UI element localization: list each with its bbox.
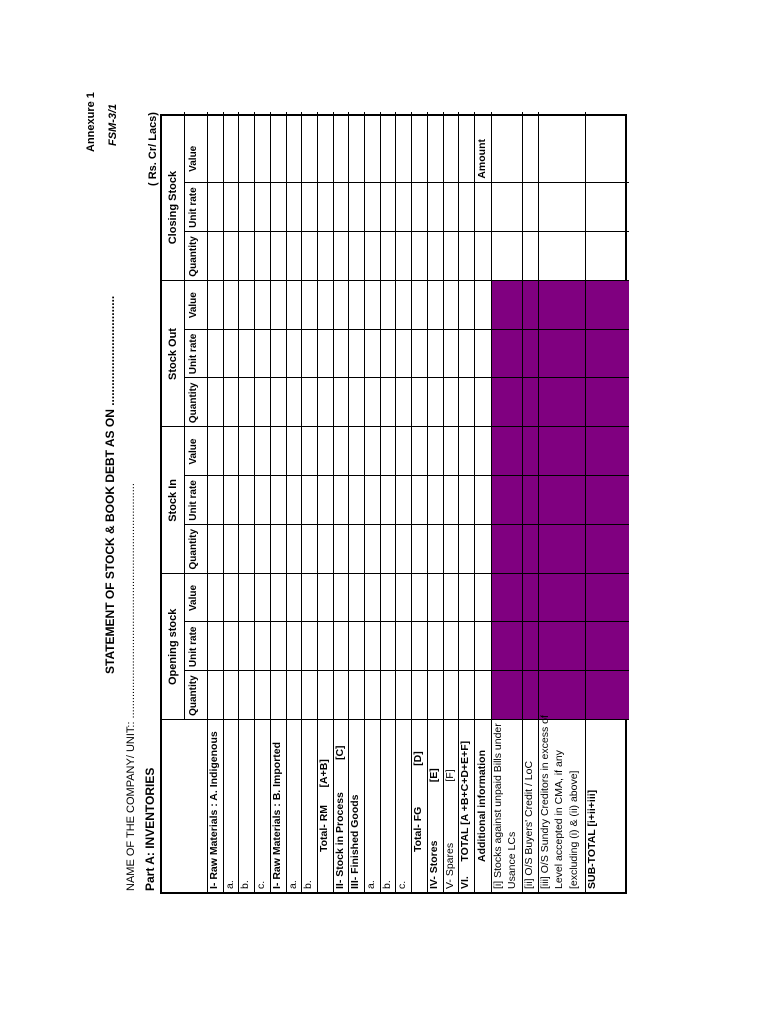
subcol-header: Value: [188, 292, 199, 319]
grid-line: [184, 475, 629, 476]
additional-row-line: [ii] O/S Buyers' Credit / LoC: [522, 760, 535, 889]
group-header-4: Closing Stock: [167, 170, 179, 245]
additional-info-header: Additional information: [475, 750, 488, 862]
row-label: Total- RM [A+B]: [317, 759, 330, 852]
grid-line: [395, 112, 396, 892]
grid-line: [162, 719, 629, 720]
grid-line: [254, 112, 255, 892]
grid-line: [184, 524, 629, 525]
grid-line: [184, 231, 629, 232]
row-label: b.: [302, 880, 315, 889]
company-name-line: NAME OF THE COMPANY/ UNIT:: .............................................................................: [125, 483, 137, 891]
grid-line: [184, 329, 629, 330]
row-label: c.: [396, 880, 409, 889]
row-label: b.: [239, 880, 252, 889]
additional-row-line: [iii] O/S Sundry Creditors in excess of: [538, 715, 551, 889]
subcol-header: Quantity: [188, 236, 199, 277]
shaded-region: [491, 281, 629, 720]
subcol-header: Quantity: [188, 528, 199, 570]
subcol-header: Unit rate: [188, 333, 199, 375]
subcol-header: Value: [188, 145, 199, 172]
grid-line: [162, 573, 629, 574]
row-label: V- Spares [F]: [443, 769, 456, 889]
grid-line: [348, 112, 349, 892]
grid-line: [364, 112, 365, 892]
subcol-header: Quantity: [188, 382, 199, 424]
amount-header: Amount: [475, 138, 488, 179]
grid-line: [184, 112, 185, 720]
statement-title: STATEMENT OF STOCK & BOOK DEBT AS ON .................................: [103, 295, 117, 674]
grid-line: [223, 112, 224, 892]
units-note: ( Rs. Cr/ Lacs): [147, 112, 159, 186]
grid-line: [238, 112, 239, 892]
subcol-header: Value: [188, 584, 199, 612]
row-label: a.: [223, 880, 236, 889]
group-header-1: Opening stock: [167, 608, 179, 686]
row-label: a.: [286, 880, 299, 889]
grid-line: [162, 280, 629, 281]
inventory-table: [160, 114, 627, 894]
subcol-header: Unit rate: [188, 187, 199, 228]
subcol-header: Unit rate: [188, 480, 199, 521]
subcol-header: Quantity: [188, 675, 199, 716]
row-label: I- Raw Materials : A. Indigenous: [208, 731, 220, 889]
group-header-3: Stock Out: [167, 328, 179, 380]
row-label: III- Finished Goods: [349, 794, 362, 889]
annexure-label: Annexure 1: [85, 92, 97, 152]
grid-line: [184, 377, 629, 378]
row-label: I- Raw Materials : B. Imported: [270, 741, 283, 889]
form-code: FSM-3/1: [107, 103, 119, 146]
grid-line: [286, 112, 287, 892]
grid-line: [184, 670, 629, 671]
grid-line: [301, 112, 302, 892]
subtotal-label: SUB-TOTAL [i+ii+iii]: [585, 789, 598, 889]
row-label: b.: [380, 880, 393, 889]
row-label: IV- Stores [E]: [427, 768, 440, 889]
group-header-2: Stock In: [167, 479, 179, 522]
row-label: c.: [255, 880, 268, 889]
grid-line: [184, 182, 629, 183]
grid-line: [474, 112, 475, 892]
part-a-heading: Part A: INVENTORIES: [143, 767, 157, 891]
additional-row-line: Level accepted in CMA, if any: [553, 750, 566, 889]
row-label: Total- FG [D]: [412, 751, 425, 852]
row-label: a.: [365, 880, 377, 889]
additional-row-line: Usance LCs: [506, 831, 519, 889]
grid-line: [585, 112, 586, 892]
additional-row-line: [excluding (i) & (ii) above]: [567, 770, 580, 889]
row-label: VI. TOTAL [A +B+C+D+E+F]: [459, 740, 472, 889]
subcol-header: Unit rate: [188, 626, 199, 668]
grid-line: [162, 426, 629, 427]
subcol-header: Value: [188, 438, 199, 465]
row-label: II- Stock in Process [C]: [333, 745, 346, 889]
grid-line: [184, 621, 629, 622]
additional-row-line: [i] Stocks against unpaid Bills under: [491, 723, 504, 889]
grid-line: [380, 112, 381, 892]
